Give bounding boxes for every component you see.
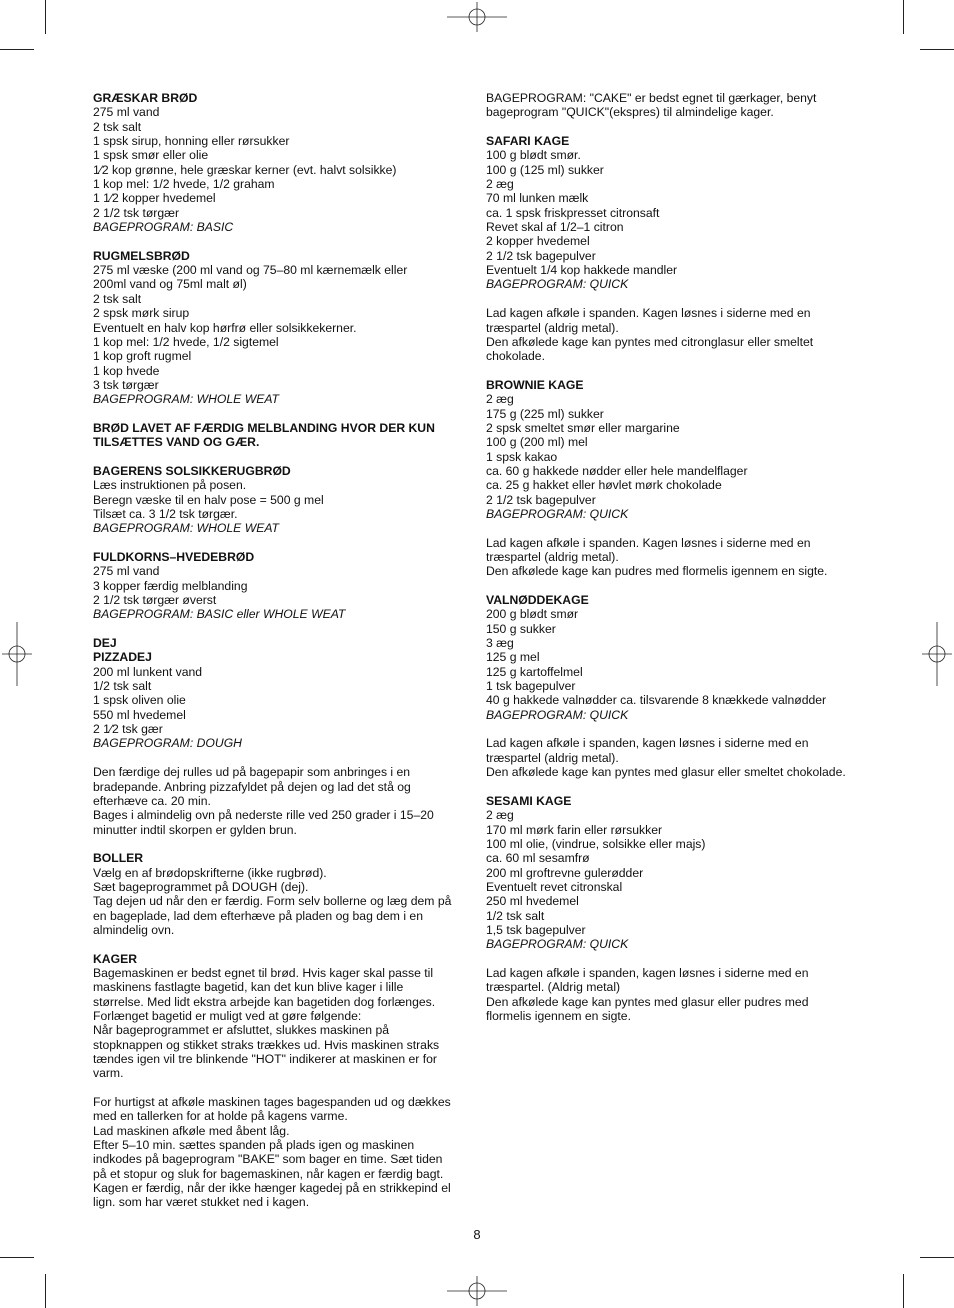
section-heading: BOLLER [93,851,144,866]
section-heading: VALNØDDEKAGE [486,593,589,608]
text-line: Revet skal af 1/2–1 citron [486,220,624,235]
spacer [93,450,471,464]
text-line: Bagemaskinen er bedst egnet til brød. Hvis kager skal passe til [93,965,434,980]
text-line: efterhæve ca. 20 min. [93,793,211,808]
spacer [93,622,471,636]
text-line: 2 spsk smeltet smør eller margarine [486,420,680,435]
page-number: 8 [473,1227,481,1242]
text-line: træspartel. (Aldrig metal) [486,980,621,995]
text-line: Forlænget bagetid er muligt ved at gøre følgende: [93,1009,362,1023]
spacer [486,521,878,535]
spacer [486,579,878,593]
spacer [486,952,878,966]
program-label: BAGEPROGRAM: BASIC [93,220,234,235]
text-line: 125 g mel [486,650,540,665]
text-line: 200 ml lunkent vand [93,664,203,679]
text-line: 275 ml væske (200 ml vand og 75–80 ml kærnemælk eller [93,263,408,278]
text-line: en bageplade, lad dem efterhæve på pladen og bag dem i en [93,908,423,923]
text-line: træspartel (aldrig metal). [486,320,619,335]
text-line: 2 tsk salt [93,119,142,134]
text-line: 175 g (225 ml) sukker [486,406,604,421]
registration-mark-bottom [447,1276,507,1306]
text-line: ca. 1 spsk friskpresset citronsaft [486,205,660,220]
text-line: Vælg en af brødopskrifterne (ikke rugbrød). [93,865,327,880]
text-line: 1 kop mel: 1/2 hvede, 1/2 sigtemel [93,334,279,349]
section-heading: SAFARI KAGE [486,134,570,149]
text-line: 2 æg [486,808,514,823]
text-line: 2 1/2 tsk tørgær [93,205,180,220]
text-line: Efter 5–10 min. sættes spanden på plads igen og maskinen [93,1138,415,1153]
text-line: 3 kopper færdig melblanding [93,578,248,593]
left-text-column [93,91,471,1210]
text-line: 1 spsk oliven olie [93,693,186,708]
section-heading: SESAMI KAGE [486,793,572,808]
text-line: 3 tsk tørgær [93,377,159,392]
spacer [93,234,471,248]
crop-mark [920,49,954,50]
crop-mark [45,0,46,34]
text-line: bradepande. Anbring pizzafyldet på dejen og lad det stå og [93,779,411,794]
program-label: BAGEPROGRAM: QUICK [486,707,629,722]
program-label: BAGEPROGRAM: DOUGH [93,736,242,751]
text-line: bageprogram "QUICK"(ekspres) til almindelige kager. [486,105,774,120]
text-line: 1/2 tsk salt [93,679,152,694]
program-label: BAGEPROGRAM: QUICK [486,937,629,952]
text-line: 2 kopper hvedemel [486,234,590,249]
text-line: maskinens fastlagte bagetid, kan det kun blive kager i lille [93,980,404,995]
text-line: 1 kop mel: 1/2 hvede, 1/2 graham [93,177,275,192]
section-heading: BAGERENS SOLSIKKERUGBRØD [93,463,291,478]
text-line: tændes igen vil tre blinkende "HOT" indikerer at maskinen er for [93,1052,437,1067]
text-line: 100 g (200 ml) mel [486,435,588,450]
text-line: 100 g (125 ml) sukker [486,162,604,177]
text-line: 1 spsk sirup, honning eller rørsukker [93,134,290,149]
program-label: BAGEPROGRAM: QUICK [486,277,629,292]
text-line: Beregn væske til en halv pose = 500 g mel [93,492,324,507]
text-line: 125 g kartoffelmel [486,664,583,679]
text-line: 250 ml hvedemel [486,894,579,909]
section-heading: PIZZADEJ [93,650,152,665]
section-heading: GRÆSKAR BRØD [93,91,198,105]
text-line: 1 spsk kakao [486,449,558,464]
text-line: 3 æg [486,636,514,651]
text-line: 2 1/2 tsk bagepulver [486,248,596,263]
text-line: 275 ml vand [93,564,160,579]
text-line: træspartel (aldrig metal). [486,550,619,564]
text-line: ca. 60 g hakkede nødder eller hele mandelflager [486,463,748,478]
program-label: BAGEPROGRAM: WHOLE WEAT [93,392,279,407]
program-label: BAGEPROGRAM: BASIC eller WHOLE WEAT [93,607,346,622]
spacer [486,292,878,306]
text-line: Bages i almindelig ovn på nederste rille ved 250 grader i 15–20 [93,808,434,823]
program-label: BAGEPROGRAM: WHOLE WEAT [93,521,279,536]
text-line: 70 ml lunken mælk [486,191,589,206]
text-line: Kagen er færdig, når der ikke hænger kagedej på en strikkepind el [93,1181,451,1196]
text-line: træspartel (aldrig metal). [486,750,619,765]
text-line: For hurtigst at afkøle maskinen tages bagespanden ud og dækkes [93,1095,451,1110]
text-line: 200 g blødt smør [486,607,579,622]
crop-mark [920,1257,954,1258]
text-line: Den afkølede kage kan pudres med flormelis igennem en sigte. [486,564,828,579]
spacer [93,1081,471,1095]
crop-mark [0,49,34,50]
text-line: Tilsæt ca. 3 1/2 tsk tørgær. [93,506,238,521]
spacer [486,120,878,134]
text-line: 170 ml mørk farin eller rørsukker [486,822,663,837]
text-line: 2 tsk salt [93,291,142,306]
text-line: Tag dejen ud når den er færdig. Form selv bollerne og læg dem på [93,894,452,909]
text-line: varm. [93,1066,124,1081]
text-line: 1,5 tsk bagepulver [486,922,586,937]
section-heading: BROWNIE KAGE [486,377,584,392]
text-line: 550 ml hvedemel [93,707,186,722]
text-line: Lad kagen afkøle i spanden, kagen løsnes i siderne med en [486,965,809,980]
text-line: 100 g blødt smør. [486,148,581,163]
text-line: 200 ml groftrevne gulerødder [486,865,644,880]
text-line: Lad kagen afkøle i spanden. Kagen løsnes i siderne med en [486,306,811,321]
text-line: BAGEPROGRAM: "CAKE" er bedst egnet til gærkager, benyt [486,91,817,105]
crop-mark [903,0,904,34]
text-line: 200ml vand og 75ml malt øl) [93,277,247,292]
text-line: Når bageprogrammet er afsluttet, slukkes maskinen på [93,1023,390,1038]
text-line: Eventuelt en halv kop hørfrø eller solsikkekerner. [93,320,357,335]
text-line: med en tallerken for at holde på kagens varme. [93,1109,348,1124]
text-line: 100 ml olie, (vindrue, solsikke eller majs) [486,836,706,851]
text-line: 1 spsk smør eller olie [93,148,209,163]
right-text-column [486,91,878,1023]
text-line: Læs instruktionen på posen. [93,478,247,493]
text-line: 1 kop hvede [93,363,160,378]
text-line: flormelis igennem en sigte. [486,1009,631,1023]
registration-mark-left [2,622,32,686]
text-line: 2 1/2 tsk tørgær øverst [93,593,217,608]
text-line: 1 tsk bagepulver [486,679,576,694]
text-line: ca. 60 ml sesamfrø [486,851,590,866]
text-line: ca. 25 g hakket eller høvlet mørk chokolade [486,478,722,493]
text-line: Eventuelt revet citronskal [486,879,623,894]
text-line: Den afkølede kage kan pyntes med glasur eller pudres med [486,994,809,1009]
text-line: på et stopur og sluk for bagemaskinen, når kagen er færdig bagt. [93,1166,444,1181]
crop-mark [45,1274,46,1308]
spacer [486,364,878,378]
registration-mark-right [922,622,952,686]
text-line: chokolade. [486,349,545,364]
spacer [93,837,471,851]
section-heading: TILSÆTTES VAND OG GÆR. [93,435,260,450]
text-line: Sæt bageprogrammet på DOUGH (dej). [93,879,309,894]
text-line: Den afkølede kage kan pyntes med citronglasur eller smeltet [486,334,814,349]
text-line: 2 æg [486,392,514,407]
spacer [486,722,878,736]
text-line: indkodes på bageprogram "BAKE" som bager en time. Sæt tiden [93,1152,443,1167]
text-line: 275 ml vand [93,105,160,120]
spacer [93,536,471,550]
section-heading: KAGER [93,951,138,966]
text-line: 2 1⁄2 tsk gær [93,722,163,737]
spacer [93,937,471,951]
text-line: 1 kop groft rugmel [93,349,192,364]
text-line: Lad kagen afkøle i spanden, kagen løsnes i siderne med en [486,736,809,751]
spacer [93,407,471,421]
text-line: Lad kagen afkøle i spanden. Kagen løsnes i siderne med en [486,535,811,550]
section-heading: BRØD LAVET AF FÆRDIG MELBLANDING HVOR DER KUN [93,420,435,435]
text-line: 2 1/2 tsk bagepulver [486,492,596,507]
text-line: 2 spsk mørk sirup [93,306,190,321]
text-line: 150 g sukker [486,621,556,636]
text-line: lign. som har været stukket ned i kagen. [93,1195,310,1210]
section-heading: FULDKORNS–HVEDEBRØD [93,550,255,564]
program-label: BAGEPROGRAM: QUICK [486,506,629,521]
registration-mark-top [447,2,507,32]
section-heading: RUGMELSBRØD [93,248,190,263]
section-heading: DEJ [93,636,117,651]
text-line: størrelse. Med lidt ekstra arbejde kan bagetiden dog forlænges. [93,994,436,1009]
text-line: 1/2 tsk salt [486,908,545,923]
text-line: Eventuelt 1/4 kop hakkede mandler [486,263,678,278]
text-line: minutter indtil skorpen er gylden brun. [93,822,297,837]
text-line: stopknappen og stikket straks trækkes ud. Hvis maskinen straks [93,1037,440,1052]
text-line: 1 1⁄2 kopper hvedemel [93,191,216,206]
text-line: 2 æg [486,177,514,192]
text-line: Lad maskinen afkøle med åbent låg. [93,1123,290,1138]
spacer [93,751,471,765]
text-line: 40 g hakkede valnødder ca. tilsvarende 8 knækkede valnødder [486,693,827,708]
text-line: almindelig ovn. [93,922,175,937]
crop-mark [903,1274,904,1308]
spacer [486,780,878,794]
crop-mark [0,1257,34,1258]
text-line: Den færdige dej rulles ud på bagepapir som anbringes i en [93,765,411,780]
text-line: 1⁄2 kop grønne, hele græskar kerner (evt. halvt solsikke) [93,162,397,177]
text-line: Den afkølede kage kan pyntes med glasur eller smeltet chokolade. [486,765,846,780]
